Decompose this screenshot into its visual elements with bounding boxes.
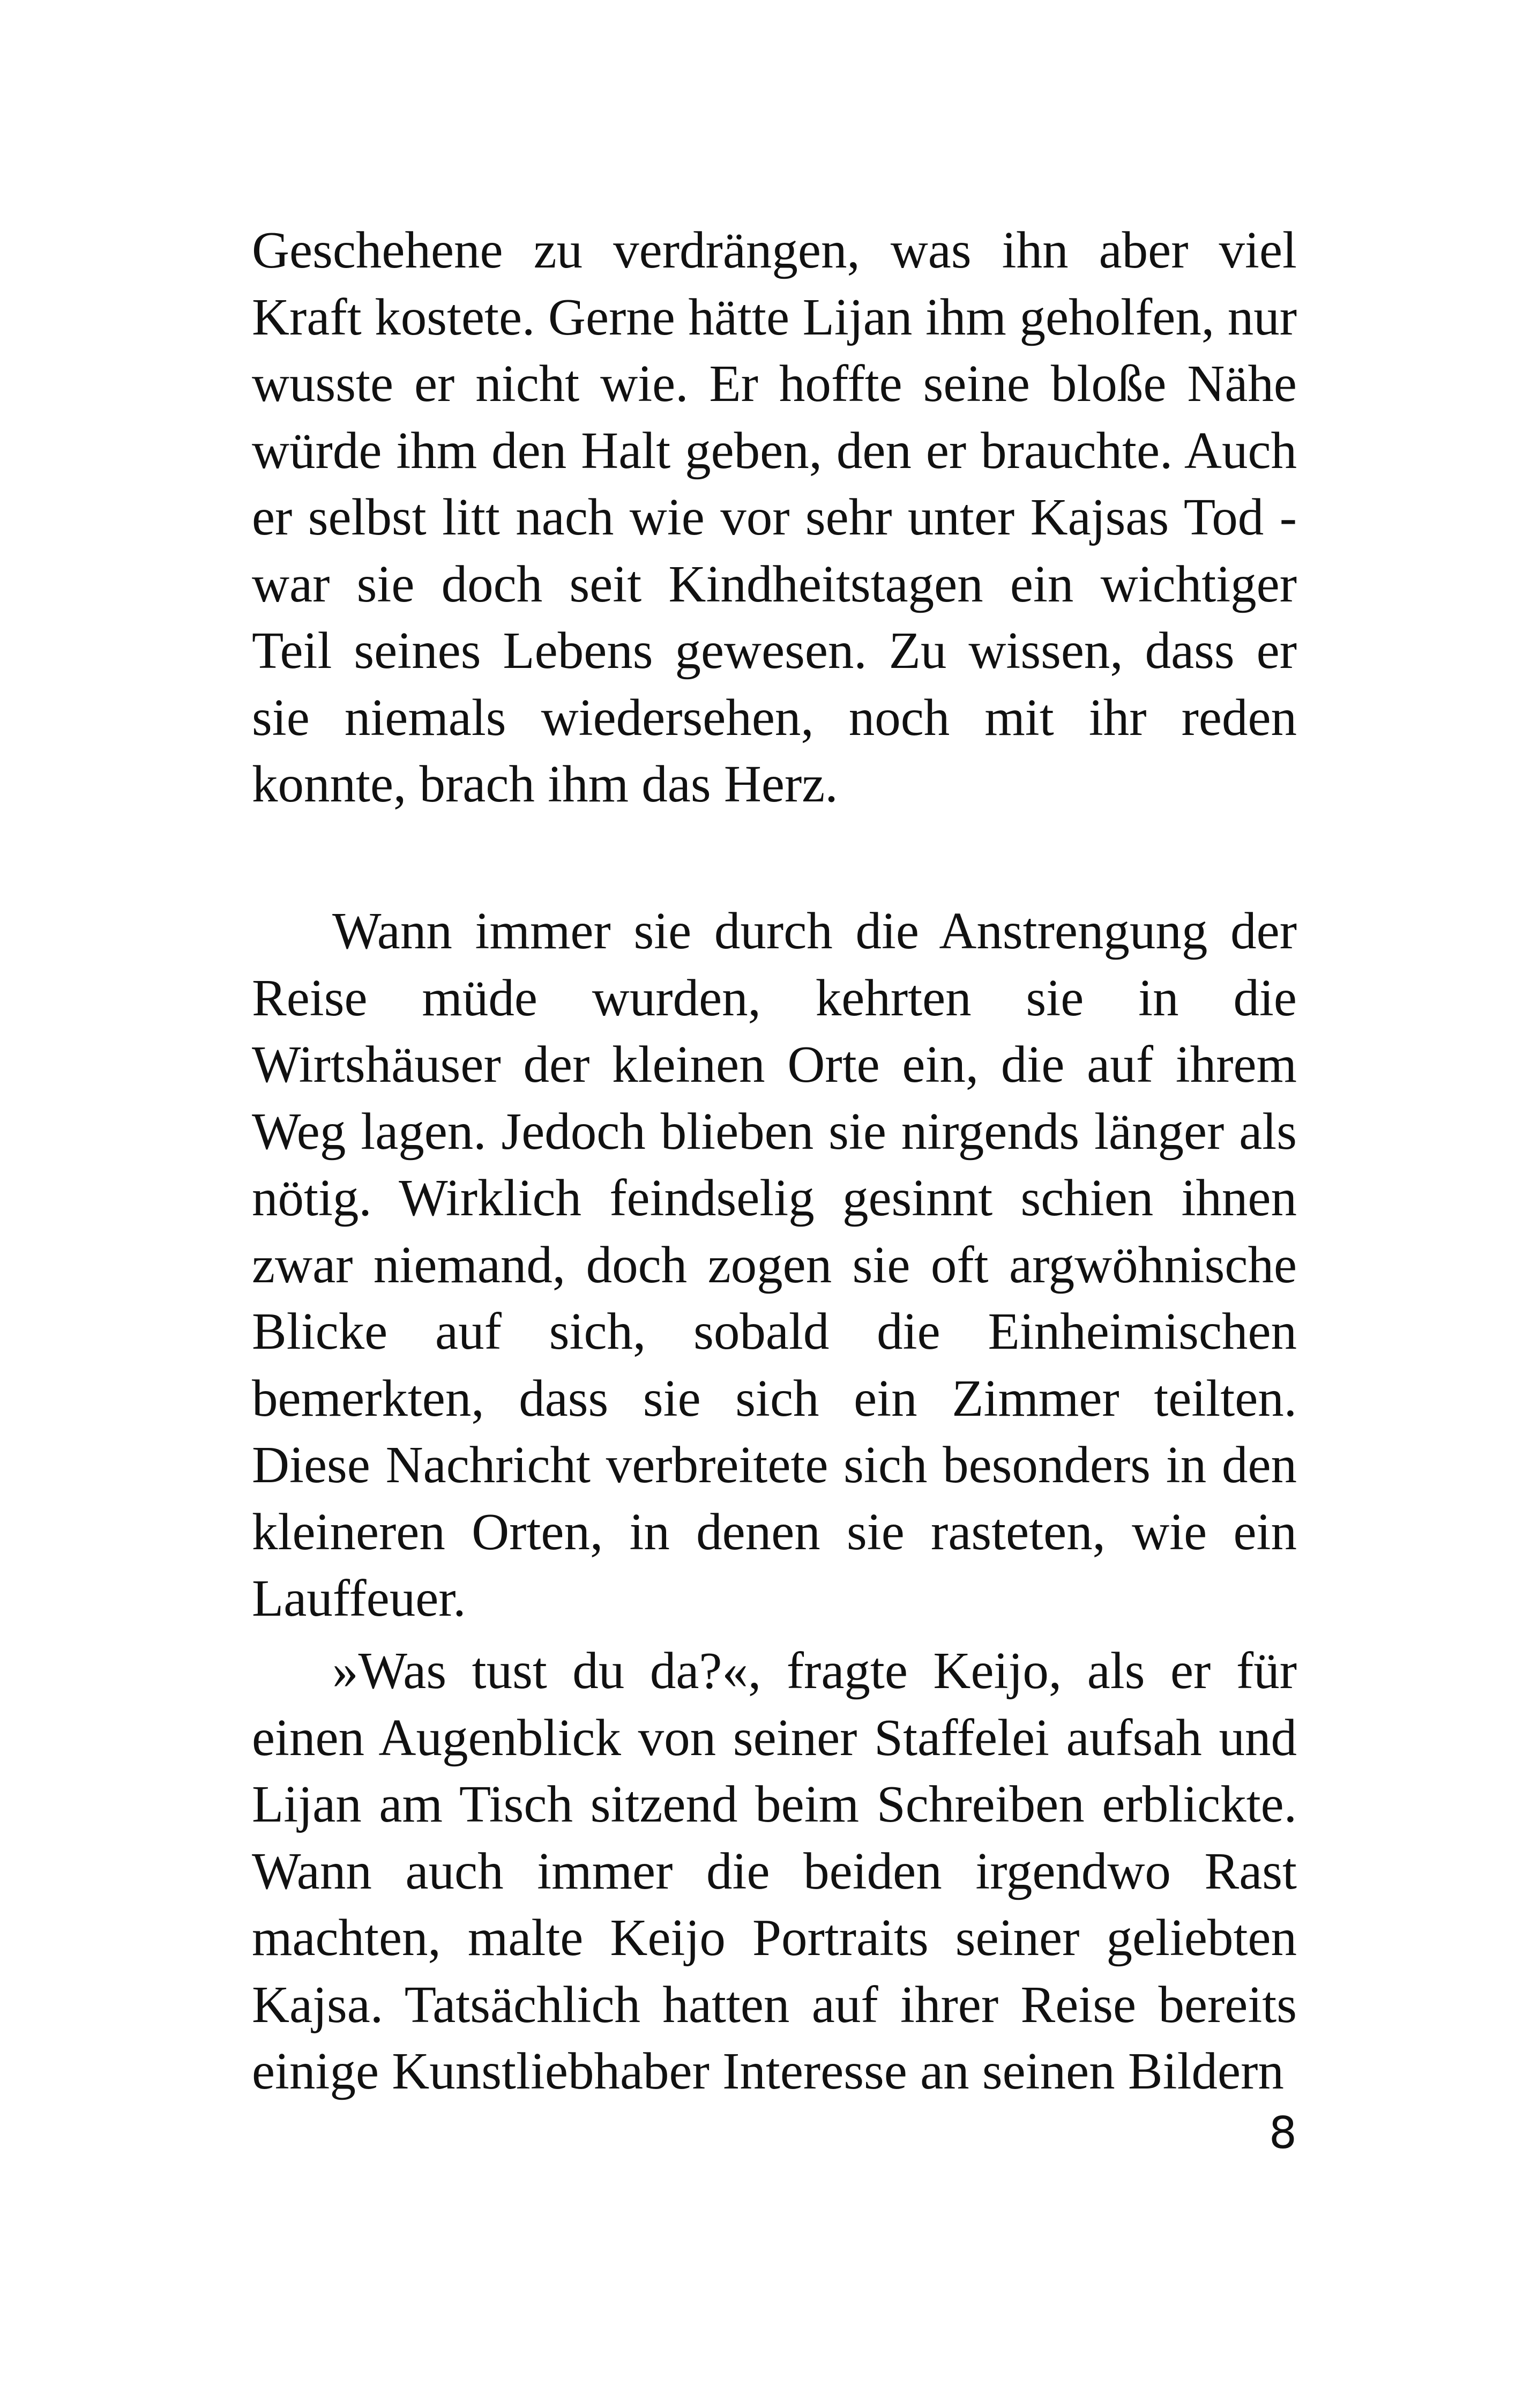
- page-number: 8: [1268, 2108, 1297, 2159]
- paragraph-3-container: [252, 1638, 1297, 2105]
- paragraph-1: Geschehene zu verdrängen, was ihn aber viel Kraft kostete. Gerne hätte Lijan ihm geholfen, nur wusste er nicht wie. Er hoffte seine bloße Nähe würde ihm den Halt geben, den er brauchte. Auch er selbst litt nach wie vor sehr unter Kajsas Tod - war sie doch seit Kindheitstagen ein wichtiger Teil seines Lebens gewesen. Zu wissen, dass er sie niemals wiedersehen, noch mit ihr reden konnte, brach ihm das Herz.: [252, 221, 1297, 813]
- paragraph-3: »Was tust du da?«, fragte Keijo, als er für einen Augenblick von seiner Staffelei aufsah und Lijan am Tisch sitzend beim Schreiben erblickte. Wann auch immer die beiden irgendwo Rast machten, malte Keijo Portraits seiner geliebten Kajsa. Tatsächlich hatten auf ihrer Reise bereits einige Kunstliebhaber Interesse an seinen Bildern: [252, 1642, 1297, 2100]
- paragraph-2: Wann immer sie durch die Anstrengung der Reise müde wurden, kehrten sie in die Wirtshäuser der kleinen Orte ein, die auf ihrem Weg lagen. Jedoch blieben sie nirgends länger als nötig. Wirklich feindselig gesinnt schien ihnen zwar niemand, doch zogen sie oft argwöhnische Blicke auf sich, sobald die Einheimischen bemerkten, dass sie sich ein Zimmer teilten. Diese Nachricht verbreitete sich besonders in den kleineren Orten, in denen sie rasteten, wie ein Lauffeuer.: [252, 902, 1297, 1627]
- paragraph-1-container: [252, 217, 1297, 818]
- paragraph-2-container: [252, 898, 1297, 1632]
